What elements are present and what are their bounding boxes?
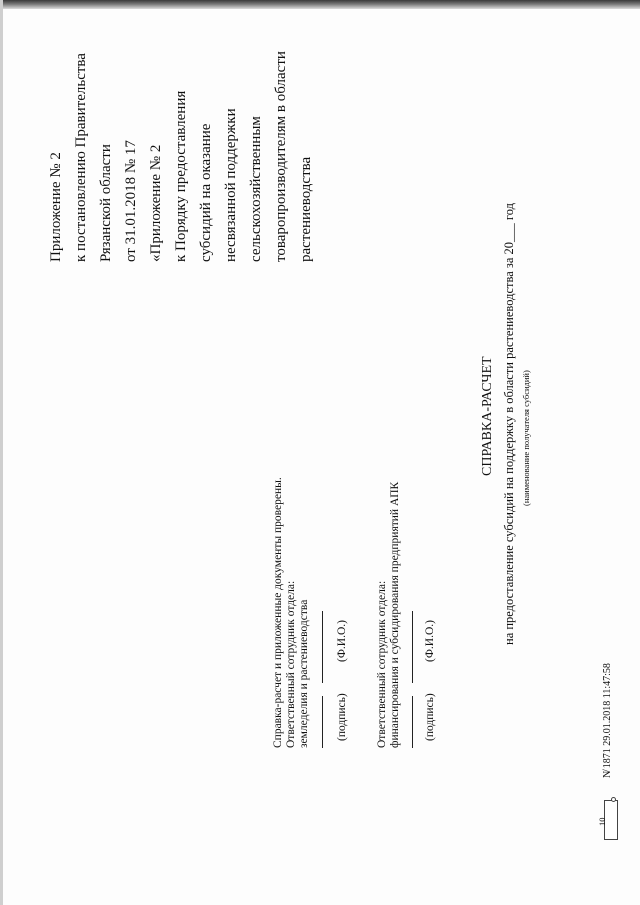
document-subtitle — [500, 203, 518, 645]
signature-caption: (подпись) — [424, 693, 436, 741]
finance-signature-caption — [424, 693, 437, 741]
signature-line — [412, 696, 413, 748]
header-block — [44, 53, 144, 262]
finance-block — [376, 482, 402, 748]
finance-fio-caption — [424, 620, 437, 662]
recipient-caption — [521, 370, 532, 506]
fio-line — [412, 611, 413, 683]
recipient-caption-text: (наименование получателя субсидий) — [521, 370, 531, 506]
registration-mark — [602, 663, 614, 778]
header-line: Приложение № 2 — [48, 152, 64, 262]
verification-line: Ответственный сотрудник отдела: — [285, 580, 297, 748]
verification-fio-caption — [336, 620, 349, 662]
finance-line: Ответственный сотрудник отдела: — [376, 580, 388, 748]
verification-line: Справка-расчет и приложенные документы проверены. — [272, 477, 284, 748]
signature-line — [322, 696, 323, 748]
verification-signature-caption — [336, 693, 349, 741]
registration-seal-icon — [611, 797, 616, 802]
appendix-line: к Порядку предоставления — [173, 90, 189, 262]
appendix-line: растениеводства — [298, 156, 314, 262]
appendix-block — [144, 51, 319, 262]
header-line: Рязанской области — [98, 144, 114, 262]
fio-caption: (Ф.И.О.) — [424, 620, 436, 662]
document-title — [478, 356, 498, 476]
fio-caption: (Ф.И.О.) — [336, 620, 348, 662]
appendix-line: субсидий на оказание — [198, 123, 214, 262]
title-heading: СПРАВКА-РАСЧЕТ — [480, 356, 495, 476]
fio-line — [322, 611, 323, 683]
signature-caption: (подпись) — [336, 693, 348, 741]
title-subtitle: на предоставление субсидий на поддержку в области растениеводства за 20___ год — [502, 203, 516, 645]
appendix-line: несвязанной поддержки — [223, 108, 239, 262]
stamp-number-text: 10 — [597, 817, 607, 826]
finance-line: финансирования и субсидирования предприятий АПК — [389, 481, 401, 748]
header-line: к постановлению Правительства — [73, 53, 89, 262]
appendix-line: товаропроизводителям в области — [273, 51, 289, 262]
verification-line: земледелия и растениеводства — [298, 599, 310, 748]
scan-edge-shadow — [0, 0, 640, 9]
registration-text: N̸ 1871 29.01.2018 11:47:58 — [602, 663, 613, 778]
verification-block — [272, 477, 311, 748]
stamp-number — [592, 818, 610, 827]
appendix-line: «Приложение № 2 — [148, 144, 164, 262]
scan-left-edge — [0, 0, 3, 905]
appendix-line: сельскохозяйственным — [248, 116, 264, 262]
header-line: от 31.01.2018 № 17 — [123, 140, 139, 262]
